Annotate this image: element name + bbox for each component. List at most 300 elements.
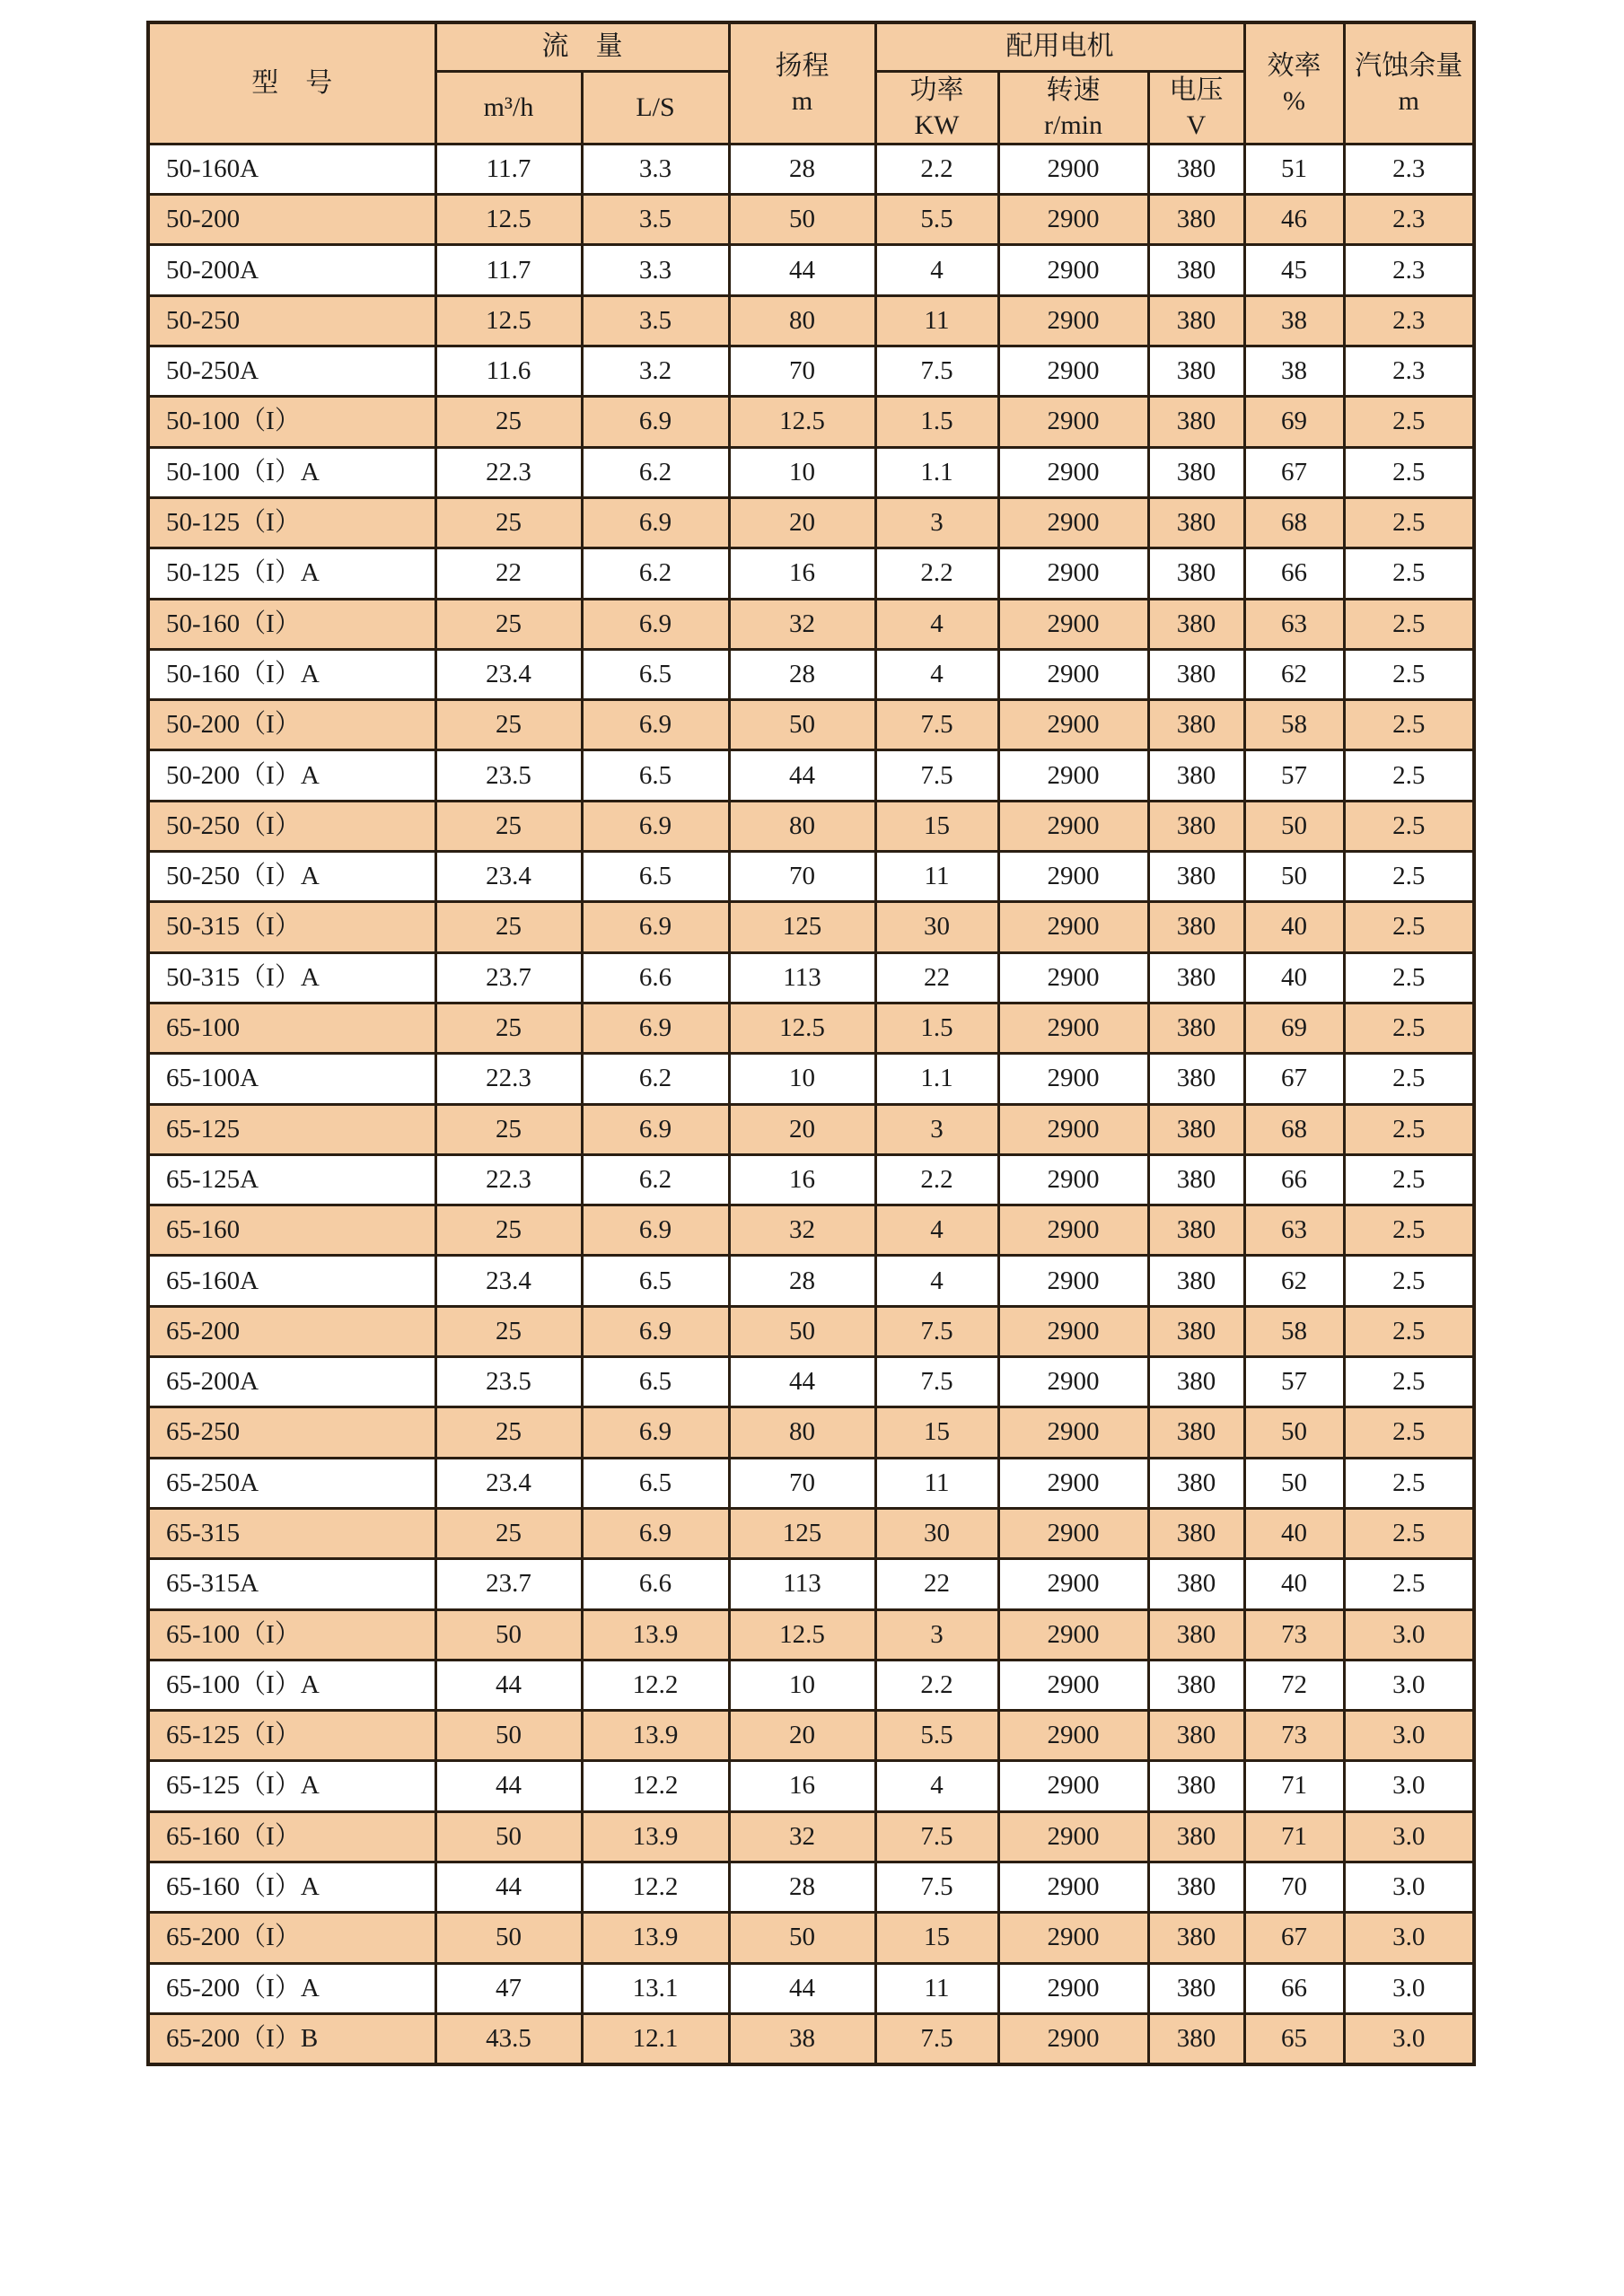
table-row <box>148 1205 1474 1256</box>
col-header-flow-ls: L/S <box>582 71 729 144</box>
cell-flow-ls: 12.2 <box>582 1862 729 1912</box>
cell-efficiency-pct: 69 <box>1244 397 1344 447</box>
cell-efficiency-pct: 40 <box>1244 952 1344 1003</box>
cell-power-kw: 7.5 <box>875 1811 998 1862</box>
cell-power-kw: 11 <box>875 1458 998 1508</box>
cell-flow-ls: 3.3 <box>582 245 729 295</box>
cell-flow-m3h: 23.4 <box>435 852 582 902</box>
cell-head-m: 16 <box>729 1761 875 1811</box>
cell-model: 50-250（I） <box>148 801 435 851</box>
cell-flow-ls: 6.9 <box>582 497 729 548</box>
cell-flow-m3h: 50 <box>435 1609 582 1660</box>
table-row <box>148 1154 1474 1205</box>
cell-power-kw: 7.5 <box>875 1357 998 1407</box>
table-row <box>148 1357 1474 1407</box>
cell-voltage-v: 380 <box>1148 548 1244 599</box>
cell-power-kw: 5.5 <box>875 195 998 245</box>
col-header-power <box>875 71 998 144</box>
cell-npsh-m: 2.5 <box>1344 902 1474 952</box>
cell-power-kw: 7.5 <box>875 1862 998 1912</box>
cell-head-m: 28 <box>729 649 875 699</box>
cell-flow-m3h: 23.5 <box>435 1357 582 1407</box>
cell-flow-m3h: 25 <box>435 1306 582 1356</box>
cell-speed-rpm: 2900 <box>998 852 1148 902</box>
cell-efficiency-pct: 71 <box>1244 1761 1344 1811</box>
cell-head-m: 50 <box>729 700 875 750</box>
speed-unit: r/min <box>1044 110 1102 140</box>
cell-head-m: 70 <box>729 1458 875 1508</box>
cell-head-m: 28 <box>729 144 875 194</box>
cell-flow-ls: 6.5 <box>582 1256 729 1306</box>
cell-flow-m3h: 47 <box>435 1963 582 2013</box>
col-header-flow: 流 量 <box>435 22 729 71</box>
cell-head-m: 125 <box>729 902 875 952</box>
cell-flow-ls: 6.9 <box>582 801 729 851</box>
cell-npsh-m: 2.5 <box>1344 1104 1474 1154</box>
cell-voltage-v: 380 <box>1148 1407 1244 1458</box>
cell-model: 50-200（I）A <box>148 750 435 801</box>
cell-voltage-v: 380 <box>1148 649 1244 699</box>
cell-power-kw: 22 <box>875 952 998 1003</box>
cell-flow-m3h: 25 <box>435 801 582 851</box>
cell-model: 65-125（I）A <box>148 1761 435 1811</box>
cell-npsh-m: 2.5 <box>1344 1458 1474 1508</box>
table-row <box>148 1660 1474 1710</box>
table-row <box>148 1256 1474 1306</box>
cell-efficiency-pct: 50 <box>1244 1458 1344 1508</box>
cell-npsh-m: 2.3 <box>1344 245 1474 295</box>
cell-npsh-m: 2.3 <box>1344 346 1474 397</box>
cell-voltage-v: 380 <box>1148 1154 1244 1205</box>
cell-speed-rpm: 2900 <box>998 1660 1148 1710</box>
cell-flow-ls: 3.3 <box>582 144 729 194</box>
cell-flow-m3h: 12.5 <box>435 195 582 245</box>
cell-speed-rpm: 2900 <box>998 397 1148 447</box>
cell-model: 50-160（I） <box>148 599 435 649</box>
power-unit: KW <box>914 110 960 140</box>
cell-flow-m3h: 50 <box>435 1711 582 1761</box>
cell-speed-rpm: 2900 <box>998 750 1148 801</box>
cell-speed-rpm: 2900 <box>998 1054 1148 1104</box>
table-row <box>148 1761 1474 1811</box>
cell-power-kw: 11 <box>875 852 998 902</box>
table-row <box>148 195 1474 245</box>
cell-flow-ls: 3.5 <box>582 295 729 346</box>
cell-npsh-m: 3.0 <box>1344 2013 1474 2064</box>
cell-model: 50-200 <box>148 195 435 245</box>
cell-head-m: 10 <box>729 1660 875 1710</box>
cell-flow-m3h: 22.3 <box>435 1054 582 1104</box>
cell-voltage-v: 380 <box>1148 497 1244 548</box>
cell-speed-rpm: 2900 <box>998 801 1148 851</box>
cell-model: 65-125 <box>148 1104 435 1154</box>
cell-flow-m3h: 25 <box>435 1205 582 1256</box>
cell-flow-ls: 6.9 <box>582 902 729 952</box>
cell-flow-m3h: 25 <box>435 1508 582 1558</box>
cell-flow-ls: 6.5 <box>582 852 729 902</box>
cell-flow-ls: 6.5 <box>582 1357 729 1407</box>
cell-voltage-v: 380 <box>1148 295 1244 346</box>
cell-npsh-m: 2.5 <box>1344 548 1474 599</box>
cell-flow-ls: 13.1 <box>582 1963 729 2013</box>
cell-head-m: 20 <box>729 1104 875 1154</box>
cell-model: 50-160A <box>148 144 435 194</box>
cell-model: 65-200A <box>148 1357 435 1407</box>
cell-flow-ls: 6.2 <box>582 447 729 497</box>
cell-voltage-v: 380 <box>1148 1913 1244 1963</box>
cell-efficiency-pct: 68 <box>1244 497 1344 548</box>
cell-flow-m3h: 12.5 <box>435 295 582 346</box>
cell-head-m: 44 <box>729 245 875 295</box>
table-row <box>148 548 1474 599</box>
cell-voltage-v: 380 <box>1148 1458 1244 1508</box>
npsh-label: 汽蚀余量 <box>1355 50 1463 81</box>
cell-speed-rpm: 2900 <box>998 1711 1148 1761</box>
cell-voltage-v: 380 <box>1148 1306 1244 1356</box>
cell-model: 65-160A <box>148 1256 435 1306</box>
cell-flow-m3h: 25 <box>435 599 582 649</box>
cell-efficiency-pct: 68 <box>1244 1104 1344 1154</box>
cell-npsh-m: 3.0 <box>1344 1811 1474 1862</box>
cell-power-kw: 2.2 <box>875 1660 998 1710</box>
cell-voltage-v: 380 <box>1148 1003 1244 1053</box>
cell-model: 65-200 <box>148 1306 435 1356</box>
cell-npsh-m: 3.0 <box>1344 1963 1474 2013</box>
cell-npsh-m: 3.0 <box>1344 1609 1474 1660</box>
cell-flow-ls: 6.9 <box>582 397 729 447</box>
cell-flow-m3h: 11.7 <box>435 144 582 194</box>
cell-power-kw: 3 <box>875 1104 998 1154</box>
cell-flow-m3h: 43.5 <box>435 2013 582 2064</box>
cell-model: 65-125（I） <box>148 1711 435 1761</box>
cell-speed-rpm: 2900 <box>998 1003 1148 1053</box>
cell-power-kw: 4 <box>875 1256 998 1306</box>
cell-speed-rpm: 2900 <box>998 1407 1148 1458</box>
cell-speed-rpm: 2900 <box>998 1508 1148 1558</box>
cell-model: 65-250 <box>148 1407 435 1458</box>
cell-voltage-v: 380 <box>1148 1357 1244 1407</box>
cell-efficiency-pct: 65 <box>1244 2013 1344 2064</box>
cell-efficiency-pct: 50 <box>1244 852 1344 902</box>
cell-flow-m3h: 25 <box>435 1104 582 1154</box>
cell-efficiency-pct: 58 <box>1244 1306 1344 1356</box>
cell-model: 65-315A <box>148 1559 435 1609</box>
pump-spec-table <box>146 21 1476 2066</box>
cell-power-kw: 7.5 <box>875 2013 998 2064</box>
cell-voltage-v: 380 <box>1148 750 1244 801</box>
cell-power-kw: 1.5 <box>875 397 998 447</box>
cell-flow-m3h: 22.3 <box>435 1154 582 1205</box>
cell-head-m: 125 <box>729 1508 875 1558</box>
cell-speed-rpm: 2900 <box>998 497 1148 548</box>
cell-power-kw: 3 <box>875 497 998 548</box>
cell-flow-ls: 13.9 <box>582 1811 729 1862</box>
cell-power-kw: 7.5 <box>875 1306 998 1356</box>
cell-flow-ls: 3.2 <box>582 346 729 397</box>
cell-efficiency-pct: 73 <box>1244 1711 1344 1761</box>
cell-flow-ls: 6.5 <box>582 750 729 801</box>
cell-efficiency-pct: 62 <box>1244 649 1344 699</box>
cell-head-m: 44 <box>729 1357 875 1407</box>
cell-speed-rpm: 2900 <box>998 1256 1148 1306</box>
table-row <box>148 1963 1474 2013</box>
cell-npsh-m: 2.3 <box>1344 295 1474 346</box>
cell-flow-m3h: 25 <box>435 1003 582 1053</box>
cell-npsh-m: 2.5 <box>1344 1154 1474 1205</box>
cell-flow-m3h: 22.3 <box>435 447 582 497</box>
cell-speed-rpm: 2900 <box>998 1761 1148 1811</box>
cell-flow-ls: 6.6 <box>582 1559 729 1609</box>
cell-efficiency-pct: 38 <box>1244 295 1344 346</box>
cell-voltage-v: 380 <box>1148 1963 1244 2013</box>
cell-model: 65-125A <box>148 1154 435 1205</box>
table-row <box>148 346 1474 397</box>
efficiency-unit: % <box>1283 85 1305 116</box>
cell-npsh-m: 2.5 <box>1344 1054 1474 1104</box>
cell-model: 65-200（I）A <box>148 1963 435 2013</box>
cell-head-m: 12.5 <box>729 397 875 447</box>
cell-model: 65-160 <box>148 1205 435 1256</box>
table-row <box>148 1458 1474 1508</box>
cell-efficiency-pct: 57 <box>1244 750 1344 801</box>
table-row <box>148 1862 1474 1912</box>
cell-efficiency-pct: 51 <box>1244 144 1344 194</box>
table-row <box>148 295 1474 346</box>
cell-head-m: 80 <box>729 1407 875 1458</box>
cell-head-m: 50 <box>729 1913 875 1963</box>
col-header-model: 型 号 <box>148 22 435 144</box>
cell-efficiency-pct: 63 <box>1244 599 1344 649</box>
cell-model: 65-200（I）B <box>148 2013 435 2064</box>
cell-model: 50-315（I）A <box>148 952 435 1003</box>
cell-head-m: 50 <box>729 1306 875 1356</box>
cell-npsh-m: 3.0 <box>1344 1711 1474 1761</box>
table-row <box>148 2013 1474 2064</box>
cell-head-m: 32 <box>729 1811 875 1862</box>
cell-efficiency-pct: 69 <box>1244 1003 1344 1053</box>
table-row <box>148 497 1474 548</box>
cell-npsh-m: 3.0 <box>1344 1761 1474 1811</box>
cell-head-m: 44 <box>729 1963 875 2013</box>
npsh-unit: m <box>1398 85 1419 116</box>
cell-flow-m3h: 23.7 <box>435 952 582 1003</box>
cell-voltage-v: 380 <box>1148 245 1244 295</box>
cell-voltage-v: 380 <box>1148 1256 1244 1306</box>
cell-voltage-v: 380 <box>1148 952 1244 1003</box>
col-header-voltage <box>1148 71 1244 144</box>
cell-voltage-v: 380 <box>1148 2013 1244 2064</box>
cell-speed-rpm: 2900 <box>998 649 1148 699</box>
cell-power-kw: 11 <box>875 295 998 346</box>
table-header <box>148 22 1474 144</box>
cell-head-m: 70 <box>729 346 875 397</box>
cell-head-m: 10 <box>729 1054 875 1104</box>
cell-efficiency-pct: 38 <box>1244 346 1344 397</box>
cell-speed-rpm: 2900 <box>998 346 1148 397</box>
cell-model: 50-200A <box>148 245 435 295</box>
cell-flow-ls: 6.2 <box>582 1054 729 1104</box>
cell-speed-rpm: 2900 <box>998 447 1148 497</box>
col-header-speed <box>998 71 1148 144</box>
cell-model: 65-250A <box>148 1458 435 1508</box>
cell-model: 65-100 <box>148 1003 435 1053</box>
cell-power-kw: 2.2 <box>875 144 998 194</box>
cell-model: 50-315（I） <box>148 902 435 952</box>
cell-flow-ls: 6.5 <box>582 649 729 699</box>
cell-efficiency-pct: 50 <box>1244 1407 1344 1458</box>
cell-speed-rpm: 2900 <box>998 295 1148 346</box>
cell-head-m: 32 <box>729 599 875 649</box>
cell-flow-m3h: 25 <box>435 1407 582 1458</box>
cell-flow-m3h: 25 <box>435 497 582 548</box>
cell-efficiency-pct: 45 <box>1244 245 1344 295</box>
cell-flow-m3h: 23.5 <box>435 750 582 801</box>
cell-flow-ls: 6.6 <box>582 952 729 1003</box>
cell-speed-rpm: 2900 <box>998 1357 1148 1407</box>
cell-npsh-m: 2.5 <box>1344 1256 1474 1306</box>
cell-voltage-v: 380 <box>1148 1660 1244 1710</box>
table-row <box>148 1913 1474 1963</box>
cell-speed-rpm: 2900 <box>998 700 1148 750</box>
cell-flow-ls: 6.9 <box>582 599 729 649</box>
cell-model: 50-125（I）A <box>148 548 435 599</box>
cell-voltage-v: 380 <box>1148 1205 1244 1256</box>
cell-efficiency-pct: 57 <box>1244 1357 1344 1407</box>
cell-model: 50-250（I）A <box>148 852 435 902</box>
cell-speed-rpm: 2900 <box>998 952 1148 1003</box>
cell-power-kw: 11 <box>875 1963 998 2013</box>
cell-voltage-v: 380 <box>1148 801 1244 851</box>
cell-head-m: 50 <box>729 195 875 245</box>
table-row <box>148 447 1474 497</box>
cell-model: 50-250 <box>148 295 435 346</box>
cell-flow-ls: 6.9 <box>582 1306 729 1356</box>
cell-voltage-v: 380 <box>1148 1811 1244 1862</box>
cell-speed-rpm: 2900 <box>998 1913 1148 1963</box>
cell-speed-rpm: 2900 <box>998 1609 1148 1660</box>
cell-power-kw: 15 <box>875 801 998 851</box>
cell-efficiency-pct: 40 <box>1244 902 1344 952</box>
table-row <box>148 1559 1474 1609</box>
cell-flow-ls: 13.9 <box>582 1609 729 1660</box>
cell-npsh-m: 2.5 <box>1344 952 1474 1003</box>
cell-efficiency-pct: 71 <box>1244 1811 1344 1862</box>
cell-power-kw: 4 <box>875 245 998 295</box>
table-row <box>148 1508 1474 1558</box>
cell-npsh-m: 2.5 <box>1344 1003 1474 1053</box>
cell-flow-m3h: 44 <box>435 1862 582 1912</box>
cell-flow-m3h: 44 <box>435 1660 582 1710</box>
cell-power-kw: 30 <box>875 902 998 952</box>
cell-efficiency-pct: 70 <box>1244 1862 1344 1912</box>
cell-head-m: 12.5 <box>729 1609 875 1660</box>
cell-efficiency-pct: 40 <box>1244 1559 1344 1609</box>
cell-flow-m3h: 23.7 <box>435 1559 582 1609</box>
cell-flow-ls: 13.9 <box>582 1913 729 1963</box>
cell-npsh-m: 2.5 <box>1344 649 1474 699</box>
cell-head-m: 38 <box>729 2013 875 2064</box>
cell-speed-rpm: 2900 <box>998 1458 1148 1508</box>
cell-power-kw: 2.2 <box>875 1154 998 1205</box>
cell-head-m: 80 <box>729 295 875 346</box>
cell-flow-ls: 12.2 <box>582 1761 729 1811</box>
col-header-efficiency <box>1244 22 1344 144</box>
voltage-unit: V <box>1186 110 1207 140</box>
cell-speed-rpm: 2900 <box>998 902 1148 952</box>
cell-model: 65-100A <box>148 1054 435 1104</box>
cell-voltage-v: 380 <box>1148 1508 1244 1558</box>
table-row <box>148 1711 1474 1761</box>
cell-power-kw: 15 <box>875 1407 998 1458</box>
cell-efficiency-pct: 67 <box>1244 1054 1344 1104</box>
cell-power-kw: 3 <box>875 1609 998 1660</box>
cell-npsh-m: 2.5 <box>1344 599 1474 649</box>
cell-voltage-v: 380 <box>1148 447 1244 497</box>
cell-power-kw: 7.5 <box>875 346 998 397</box>
cell-flow-ls: 12.1 <box>582 2013 729 2064</box>
table-row <box>148 801 1474 851</box>
cell-npsh-m: 2.5 <box>1344 1407 1474 1458</box>
cell-voltage-v: 380 <box>1148 700 1244 750</box>
cell-voltage-v: 380 <box>1148 1862 1244 1912</box>
cell-speed-rpm: 2900 <box>998 2013 1148 2064</box>
cell-npsh-m: 2.5 <box>1344 447 1474 497</box>
cell-speed-rpm: 2900 <box>998 144 1148 194</box>
cell-speed-rpm: 2900 <box>998 599 1148 649</box>
cell-flow-m3h: 25 <box>435 397 582 447</box>
cell-flow-m3h: 25 <box>435 700 582 750</box>
table-row <box>148 750 1474 801</box>
cell-voltage-v: 380 <box>1148 346 1244 397</box>
cell-voltage-v: 380 <box>1148 1609 1244 1660</box>
cell-flow-ls: 12.2 <box>582 1660 729 1710</box>
head-unit: m <box>791 85 813 116</box>
cell-power-kw: 22 <box>875 1559 998 1609</box>
cell-voltage-v: 380 <box>1148 1559 1244 1609</box>
cell-flow-ls: 6.5 <box>582 1458 729 1508</box>
cell-head-m: 28 <box>729 1862 875 1912</box>
cell-power-kw: 4 <box>875 1761 998 1811</box>
cell-voltage-v: 380 <box>1148 1054 1244 1104</box>
table-row <box>148 1104 1474 1154</box>
cell-head-m: 12.5 <box>729 1003 875 1053</box>
cell-npsh-m: 2.3 <box>1344 195 1474 245</box>
cell-head-m: 16 <box>729 548 875 599</box>
cell-flow-ls: 6.9 <box>582 1003 729 1053</box>
cell-npsh-m: 2.5 <box>1344 852 1474 902</box>
cell-flow-m3h: 22 <box>435 548 582 599</box>
head-label: 扬程 <box>775 50 830 81</box>
cell-npsh-m: 2.3 <box>1344 144 1474 194</box>
cell-voltage-v: 380 <box>1148 1761 1244 1811</box>
table-row <box>148 952 1474 1003</box>
table-row <box>148 397 1474 447</box>
cell-power-kw: 4 <box>875 599 998 649</box>
cell-efficiency-pct: 67 <box>1244 1913 1344 1963</box>
cell-model: 65-100（I）A <box>148 1660 435 1710</box>
cell-flow-m3h: 50 <box>435 1811 582 1862</box>
speed-label: 转速 <box>1046 74 1101 105</box>
cell-flow-ls: 6.9 <box>582 1205 729 1256</box>
cell-voltage-v: 380 <box>1148 1711 1244 1761</box>
cell-flow-ls: 6.2 <box>582 548 729 599</box>
cell-efficiency-pct: 67 <box>1244 447 1344 497</box>
cell-efficiency-pct: 73 <box>1244 1609 1344 1660</box>
cell-speed-rpm: 2900 <box>998 548 1148 599</box>
table-row <box>148 852 1474 902</box>
cell-voltage-v: 380 <box>1148 195 1244 245</box>
cell-flow-m3h: 23.4 <box>435 1458 582 1508</box>
